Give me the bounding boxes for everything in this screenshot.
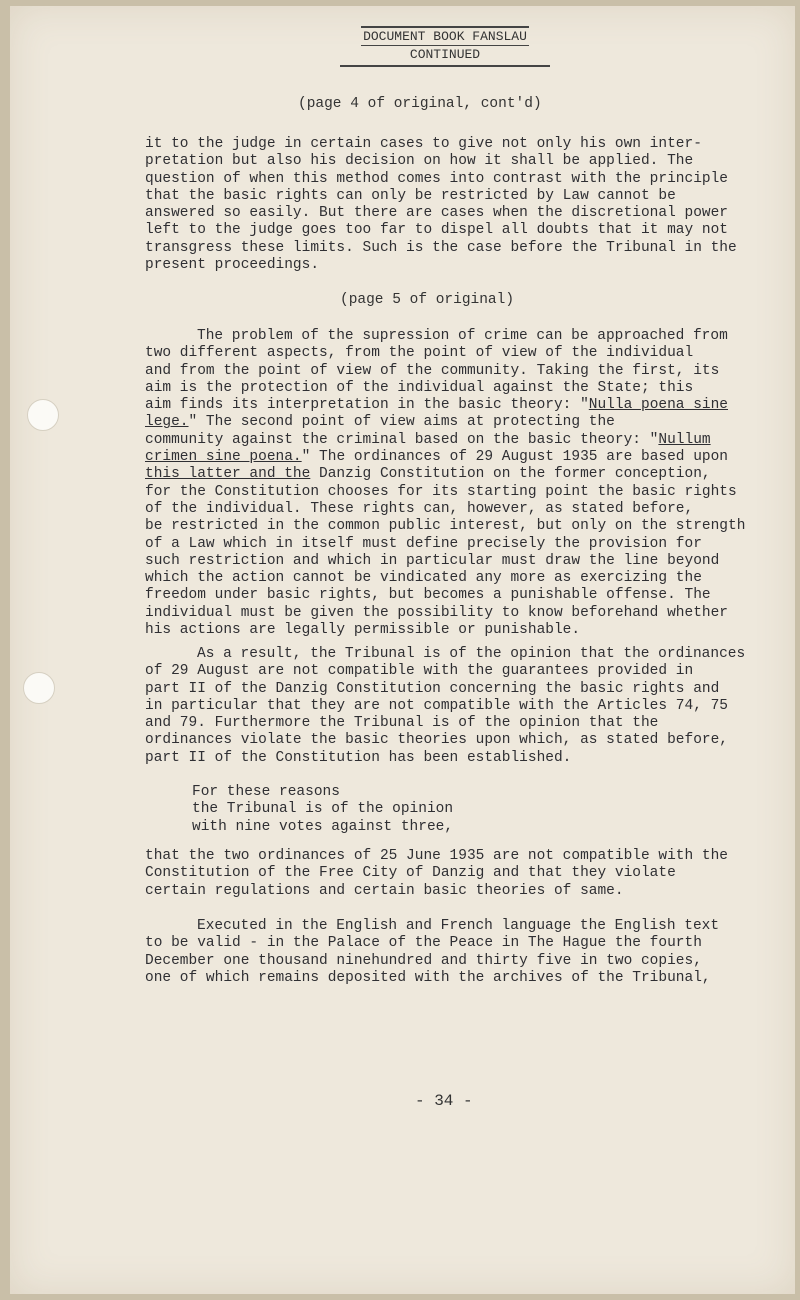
text-line: which the action cannot be vindicated any more as exercizing the (145, 570, 702, 587)
text-line (145, 466, 735, 483)
text-line: pretation but also his decision on how it shall be applied. The (145, 153, 694, 170)
text-line (145, 397, 735, 414)
latin-maxim-underlined: Nullum (658, 431, 711, 448)
text-line: and 79. Furthermore the Tribunal is of the opinion that the (145, 715, 659, 732)
text-line: of 29 August are not compatible with the guarantees provided in (145, 663, 694, 680)
text-line: such restriction and which in particular must draw the line beyond (145, 552, 720, 569)
text-line: part II of the Constitution has been established. (145, 749, 572, 766)
text-line: ordinances violate the basic theories upon which, as stated before, (145, 732, 728, 749)
paragraph-3 (145, 646, 746, 767)
text-line: be restricted in the common public interest, but only on the strength (145, 518, 746, 535)
text-segment: aim finds its interpretation in the basic theory: " (145, 397, 589, 414)
text-line (145, 414, 735, 431)
text-segment: " The ordinances of 29 August 1935 are based upon (301, 449, 729, 466)
text-segment: Danzig Constitution on the former conception, (310, 466, 711, 483)
text-line: with nine votes against three, (192, 818, 454, 835)
punch-hole-bottom (23, 672, 55, 704)
text-line: Executed in the English and French language the English text (197, 918, 720, 934)
text-line: The problem of the supression of crime can be approached from (197, 328, 728, 344)
latin-maxim-underlined: lege. (145, 414, 189, 431)
paragraph-5 (145, 918, 735, 987)
text-line: to be valid - in the Palace of the Peace in The Hague the fourth (145, 935, 702, 952)
latin-maxim-underlined: Nulla poena sine (588, 397, 729, 414)
text-line: for the Constitution chooses for its starting point the basic rights (145, 483, 737, 500)
text-line: As a result, the Tribunal is of the opinion that the ordinances (197, 646, 746, 662)
text-line: transgress these limits. Such is the case before the Tribunal in the (145, 239, 737, 256)
text-line: Constitution of the Free City of Danzig and that they violate (145, 865, 676, 882)
caption-page-5: (page 5 of original) (340, 292, 515, 308)
text-line: For these reasons (192, 784, 340, 800)
text-line: and from the point of view of the community. Taking the first, its (145, 362, 720, 379)
text-line: the Tribunal is of the opinion (192, 801, 454, 818)
header-title: DOCUMENT BOOK FANSLAU (361, 26, 529, 46)
text-line: in particular that they are not compatible with the Articles 74, 75 (145, 697, 728, 714)
text-line: it to the judge in certain cases to give not only his own inter- (145, 136, 702, 152)
text-line: two different aspects, from the point of view of the individual (145, 345, 694, 362)
text-line (145, 449, 735, 466)
page-number: - 34 - (415, 1092, 473, 1110)
text-line: question of when this method comes into contrast with the principle (145, 170, 728, 187)
text-line: his actions are legally permissible or punishable. (145, 622, 581, 639)
text-line: aim is the protection of the individual against the State; this (145, 379, 694, 396)
paragraph-1 (145, 136, 735, 274)
text-line: December one thousand ninehundred and thirty five in two copies, (145, 952, 702, 969)
caption-page-4: (page 4 of original, cont'd) (298, 96, 542, 112)
text-line: that the basic rights can only be restricted by Law cannot be (145, 187, 676, 204)
text-line: part II of the Danzig Constitution concerning the basic rights and (145, 680, 720, 697)
punch-hole-top (27, 399, 59, 431)
text-line: individual must be given the possibility to know beforehand whether (145, 604, 728, 621)
text-line: of a Law which in itself must define precisely the provision for (145, 535, 702, 552)
document-header (340, 26, 550, 67)
text-line: certain regulations and certain basic theories of same. (145, 882, 624, 899)
document-page (10, 6, 795, 1294)
paragraph-2 (145, 328, 746, 639)
latin-maxim-underlined: crimen sine poena. (145, 449, 302, 466)
text-line: one of which remains deposited with the archives of the Tribunal, (145, 969, 711, 986)
text-segment: community against the criminal based on the basic theory: " (145, 431, 659, 448)
reasons-block (192, 784, 592, 836)
text-line: of the individual. These rights can, however, as stated before, (145, 500, 694, 517)
header-subtitle: CONTINUED (340, 46, 550, 67)
text-line: that the two ordinances of 25 June 1935 are not compatible with the (145, 848, 728, 864)
text-line: present proceedings. (145, 257, 320, 274)
paragraph-4 (145, 848, 735, 900)
text-line: answered so easily. But there are cases when the discretional power (145, 205, 728, 222)
text-line (145, 432, 735, 449)
underlined-text: this latter and the (145, 466, 311, 483)
text-line: freedom under basic rights, but becomes a punishable offense. The (145, 587, 711, 604)
text-line: left to the judge goes too far to dispel all doubts that it may not (145, 222, 728, 239)
text-segment: " The second point of view aims at protecting the (188, 414, 615, 431)
